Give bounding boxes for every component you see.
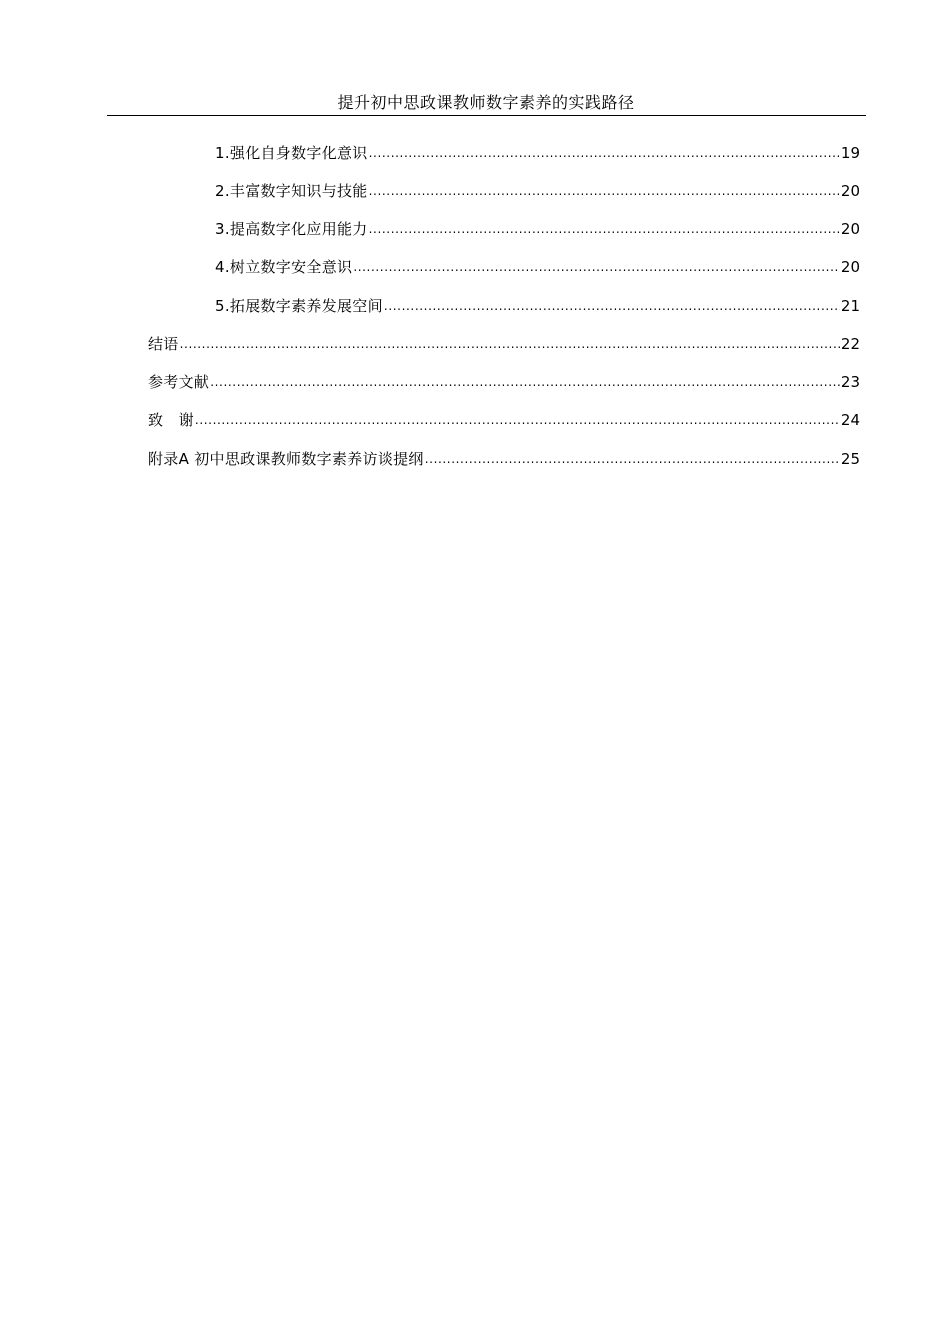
toc-entry-page: 21 [840, 297, 860, 315]
toc-dot-leader [384, 298, 840, 314]
toc-dot-leader [180, 336, 840, 352]
toc-entry-page: 20 [840, 258, 860, 276]
toc-entry-title: 结语 [148, 335, 179, 353]
toc-dot-leader [369, 145, 840, 161]
toc-entry-page: 22 [840, 335, 860, 353]
toc-entry[interactable] [148, 404, 860, 430]
running-header: 提升初中思政课教师数字素养的实践路径 [337, 93, 635, 112]
toc-entry-page: 20 [840, 182, 860, 200]
toc-entry-page: 19 [840, 144, 860, 162]
toc-entry-page: 20 [840, 220, 860, 238]
toc-entry-page: 24 [840, 411, 860, 429]
toc-entry[interactable] [215, 137, 860, 163]
toc-dot-leader [210, 374, 840, 390]
toc-entry-title: 3.提高数字化应用能力 [215, 220, 368, 238]
toc-entry-title: 5.拓展数字素养发展空间 [215, 297, 383, 315]
toc-entry-page: 25 [840, 450, 860, 468]
toc-entry[interactable] [215, 213, 860, 239]
header-rule [107, 115, 866, 116]
toc-entry-title: 参考文献 [148, 373, 210, 391]
toc-dot-leader [353, 259, 840, 275]
toc-entry-title: 附录A 初中思政课教师数字素养访谈提纲 [148, 450, 424, 468]
toc-dot-leader [195, 412, 840, 428]
toc-entry[interactable] [215, 290, 860, 316]
toc-entry-page: 23 [840, 373, 860, 391]
toc-dot-leader [369, 183, 840, 199]
toc-entry[interactable] [148, 328, 860, 354]
toc-entry-title: 4.树立数字安全意识 [215, 258, 353, 276]
toc-entry-title: 1.强化自身数字化意识 [215, 144, 368, 162]
toc-entry-title: 2.丰富数字知识与技能 [215, 182, 368, 200]
toc-entry[interactable] [215, 251, 860, 277]
toc-entry[interactable] [215, 175, 860, 201]
toc-dot-leader [369, 221, 840, 237]
toc-entry-title: 致 谢 [148, 411, 194, 429]
toc-entry[interactable] [148, 366, 860, 392]
toc-entry[interactable] [148, 443, 860, 469]
toc-dot-leader [425, 451, 840, 467]
